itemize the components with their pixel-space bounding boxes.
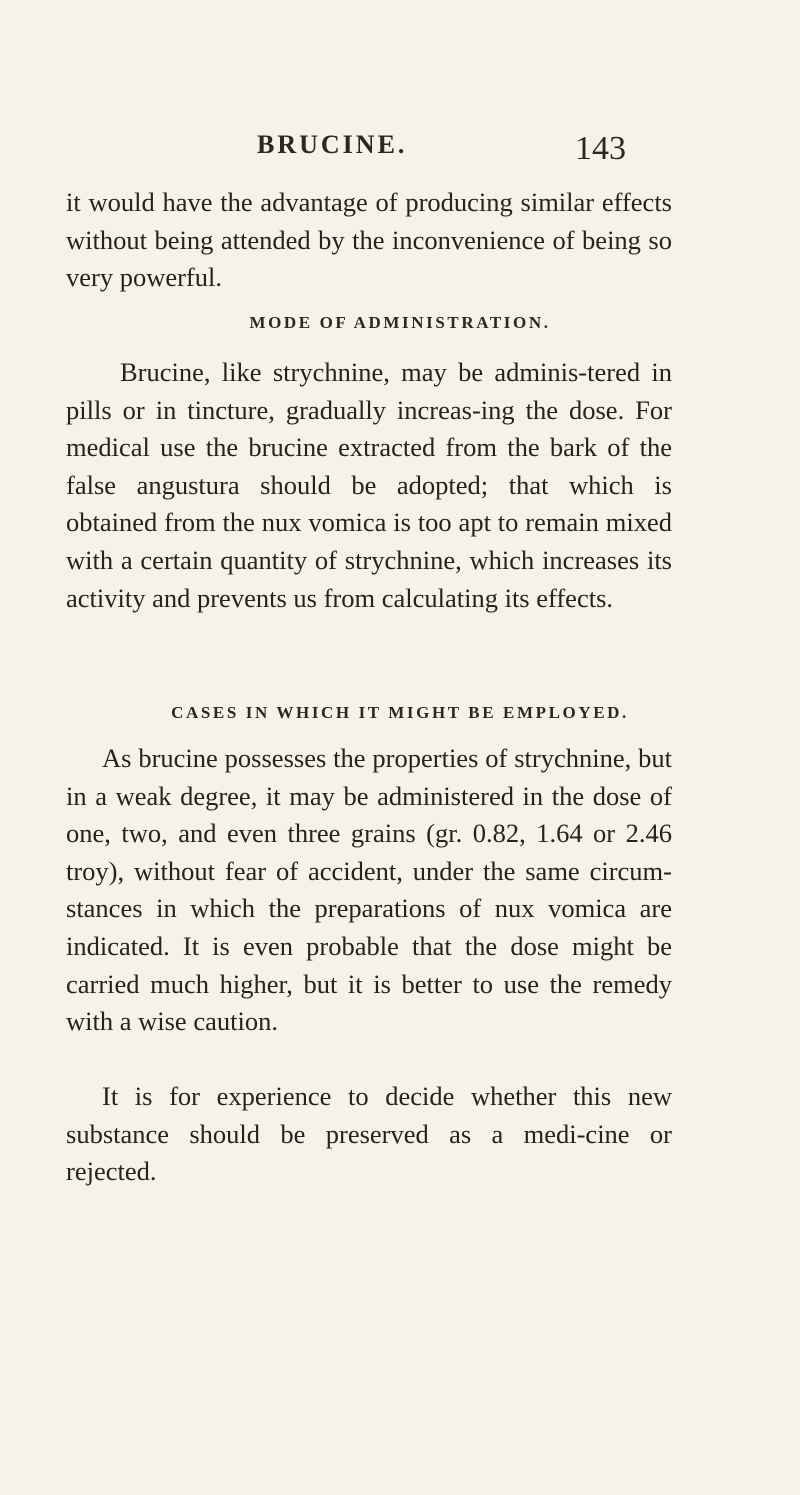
section-heading-mode-of-administration: MODE OF ADMINISTRATION. — [249, 313, 551, 332]
paragraph-cases: As brucine possesses the properties of strychnine, but in a weak degree, it may be administered in the dose of one, two, and even three grains (gr. 0.82, 1.64 or 2.46 troy), without fear of accident, under the same circum-stances in which the preparations of nux vomica are indicated. It is even probable that the dose might be carried much higher, but it is better to use the remedy with a wise caution. — [66, 743, 672, 1037]
page-number: 143 — [575, 130, 626, 167]
paragraph-administration: Brucine, like strychnine, may be adminis-tered in pills or in tincture, gradually increas-ing the dose. For medical use the brucine extracted from the bark of the false angustura should be adopted; that which is obtained from the nux vomica is too apt to remain mixed with a certain quantity of strychnine, which increases its activity and prevents us from calculating its effects. — [66, 357, 672, 613]
running-head: BRUCINE. — [257, 130, 408, 159]
section-heading-cases: CASES IN WHICH IT MIGHT BE EMPLOYED. — [171, 703, 629, 722]
paragraph-continuation: it would have the advantage of producing similar effects without being attended by the inconvenience of being so very powerful. — [66, 187, 672, 293]
paragraph-experience: It is for experience to decide whether this new substance should be preserved as a medi-cine or rejected. — [66, 1081, 672, 1187]
